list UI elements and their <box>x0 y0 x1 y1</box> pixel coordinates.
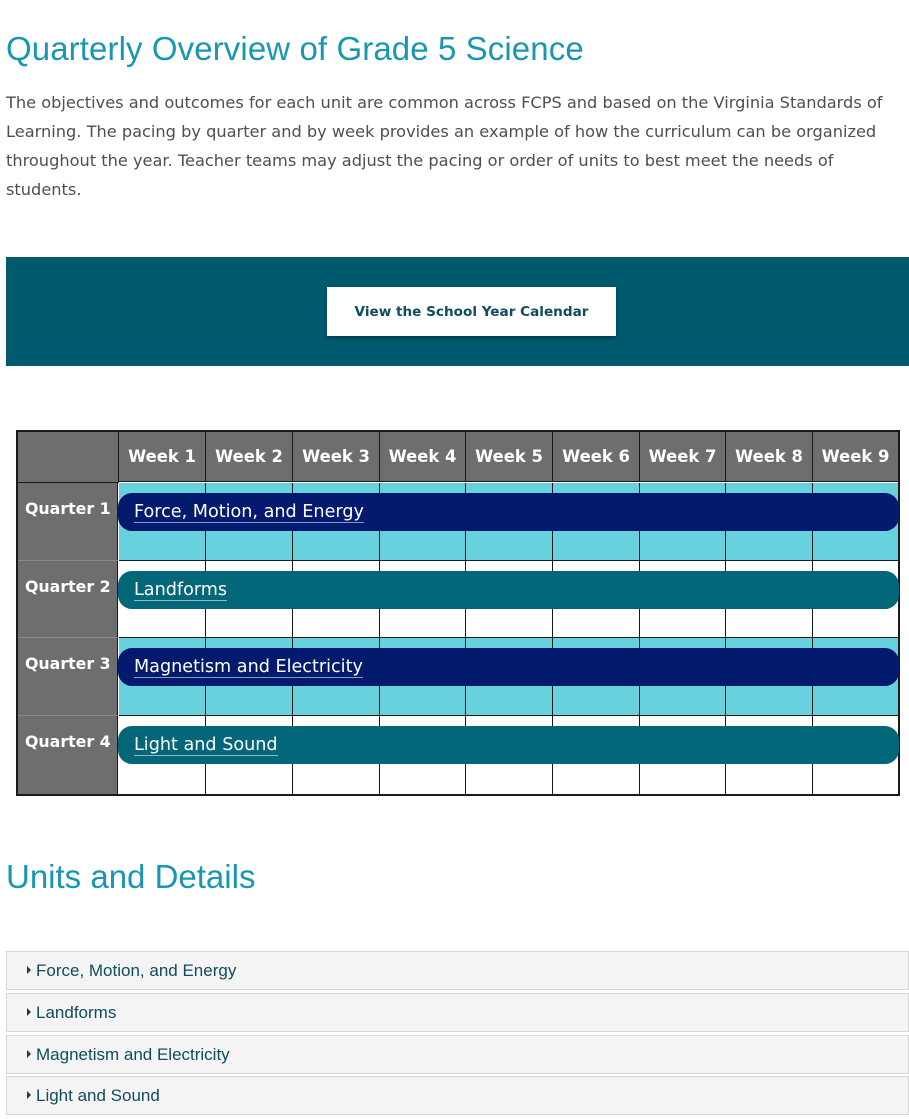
row-divider <box>119 637 898 638</box>
unit-bar-magnetism-electricity[interactable] <box>118 648 899 686</box>
row-divider <box>119 560 898 561</box>
calendar-banner <box>6 257 909 366</box>
week-header: Week 3 <box>293 432 380 482</box>
week-header: Week 4 <box>380 432 466 482</box>
schedule-corner-cell <box>18 432 119 483</box>
unit-bar-label: Landforms <box>134 580 228 600</box>
pacing-schedule-grid <box>16 430 900 796</box>
accordion-magnetism-electricity[interactable] <box>6 1035 909 1074</box>
week-header: Week 5 <box>466 432 553 482</box>
row-divider <box>119 715 898 716</box>
accordion-label: Landforms <box>36 1003 117 1022</box>
quarter-1-label: Quarter 1 <box>18 483 118 561</box>
week-header: Week 8 <box>726 432 813 482</box>
unit-bar-label: Force, Motion, and Energy <box>134 502 364 522</box>
week-header: Week 9 <box>813 432 898 482</box>
unit-bar-landforms[interactable] <box>118 571 899 609</box>
accordion-landforms[interactable] <box>6 993 909 1032</box>
accordion-label: Light and Sound <box>36 1086 160 1105</box>
accordion-label: Force, Motion, and Energy <box>36 961 237 980</box>
week-header: Week 6 <box>553 432 640 482</box>
school-year-calendar-button[interactable]: View the School Year Calendar <box>327 287 616 336</box>
week-header: Week 1 <box>119 432 206 482</box>
quarter-4-label: Quarter 4 <box>18 716 118 794</box>
unit-bar-force-motion-energy[interactable] <box>118 493 899 531</box>
units-section-title: Units and Details <box>6 858 256 895</box>
unit-bar-label: Light and Sound <box>134 735 278 755</box>
intro-paragraph: The objectives and outcomes for each unit are common across FCPS and based on the Virginia Standards of Learning. The pacing by quarter and by week provides an example of how the curriculum can be organized throughout the year. Teacher teams may adjust the pacing or order of units to best meet the needs of students. <box>6 93 883 199</box>
week-header: Week 7 <box>640 432 726 482</box>
caret-right-icon <box>27 1008 31 1016</box>
caret-right-icon <box>27 966 31 974</box>
quarter-2-label: Quarter 2 <box>18 561 118 638</box>
unit-bar-label: Magnetism and Electricity <box>134 657 363 677</box>
caret-right-icon <box>27 1091 31 1099</box>
unit-bar-light-sound[interactable] <box>118 726 899 764</box>
accordion-label: Magnetism and Electricity <box>36 1045 230 1064</box>
week-header: Week 2 <box>206 432 293 482</box>
page-title: Quarterly Overview of Grade 5 Science <box>6 30 584 67</box>
quarter-3-label: Quarter 3 <box>18 638 118 716</box>
caret-right-icon <box>27 1050 31 1058</box>
accordion-light-sound[interactable] <box>6 1076 909 1115</box>
accordion-force-motion-energy[interactable] <box>6 951 909 990</box>
